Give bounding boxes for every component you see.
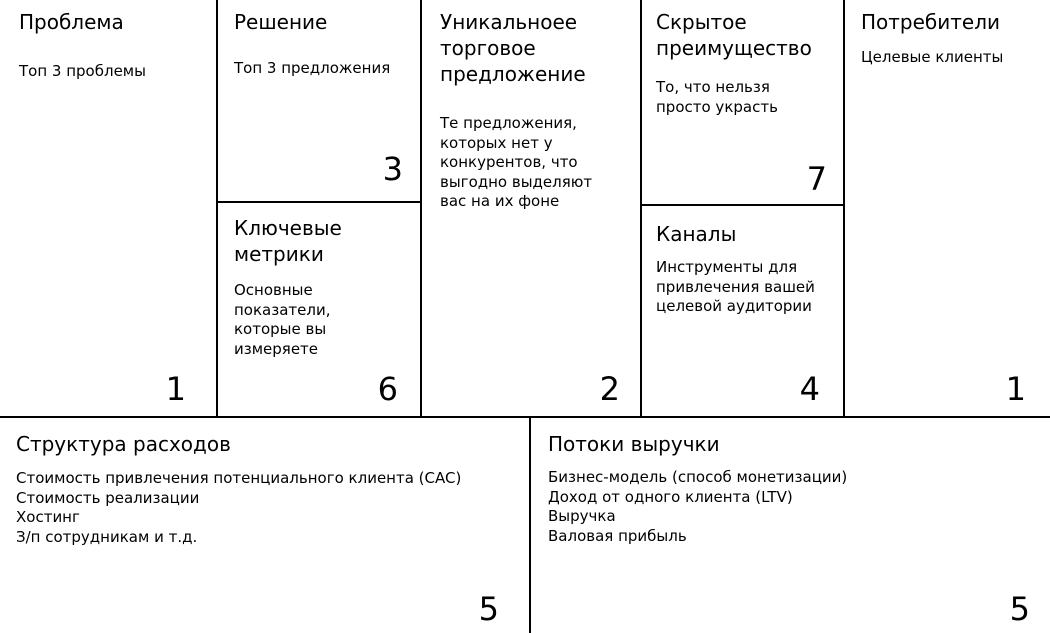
revenue-streams-description: Бизнес-модель (способ монетизации) Доход от одного клиента (LTV) Выручка Валовая прибыль [548, 468, 848, 545]
solution-title: Решение [234, 10, 328, 34]
customers-block [845, 0, 1050, 416]
key-metrics-description: Основные показатели, которые вы измеряете [234, 281, 331, 358]
channels-number: 4 [799, 370, 820, 408]
customers-description: Целевые клиенты [861, 48, 1004, 66]
channels-description: Инструменты для привлечения вашей целевой аудитории [656, 258, 815, 315]
solution-number: 3 [382, 150, 403, 188]
cost-structure-number: 5 [478, 590, 499, 628]
revenue-streams-number: 5 [1009, 590, 1030, 628]
cost-structure-description: Стоимость привлечения потенциального клиента (CAC) Стоимость реализации Хостинг З/п сотрудникам и т.д. [16, 469, 462, 546]
problem-block [0, 0, 216, 416]
unfair-advantage-number: 7 [806, 160, 827, 198]
revenue-streams-title: Потоки выручки [548, 432, 720, 456]
cost-structure-title: Структура расходов [16, 432, 231, 456]
uvp-number: 2 [599, 370, 620, 408]
problem-title: Проблема [19, 10, 124, 34]
key-metrics-title: Ключевые метрики [234, 216, 342, 266]
key-metrics-block [218, 203, 420, 416]
uvp-block [422, 0, 640, 416]
problem-number: 1 [165, 370, 186, 408]
revenue-streams-block [531, 418, 1050, 633]
problem-description: Топ 3 проблемы [19, 62, 146, 80]
channels-title: Каналы [656, 222, 737, 246]
key-metrics-number: 6 [377, 370, 398, 408]
unfair-advantage-description: То, что нельзя просто украсть [656, 78, 778, 116]
uvp-title: Уникальноее торговое предложение [440, 10, 586, 86]
unfair-advantage-title: Скрытое преимущество [656, 10, 812, 60]
cost-structure-block [0, 418, 529, 633]
uvp-description: Те предложения, которых нет у конкурентов, что выгодно выделяют вас на их фоне [440, 114, 593, 210]
solution-block [218, 0, 420, 201]
solution-description: Топ 3 предложения [234, 59, 391, 77]
customers-title: Потребители [861, 10, 1000, 34]
customers-number: 1 [1005, 370, 1026, 408]
channels-block [642, 206, 843, 416]
unfair-advantage-block [642, 0, 843, 204]
